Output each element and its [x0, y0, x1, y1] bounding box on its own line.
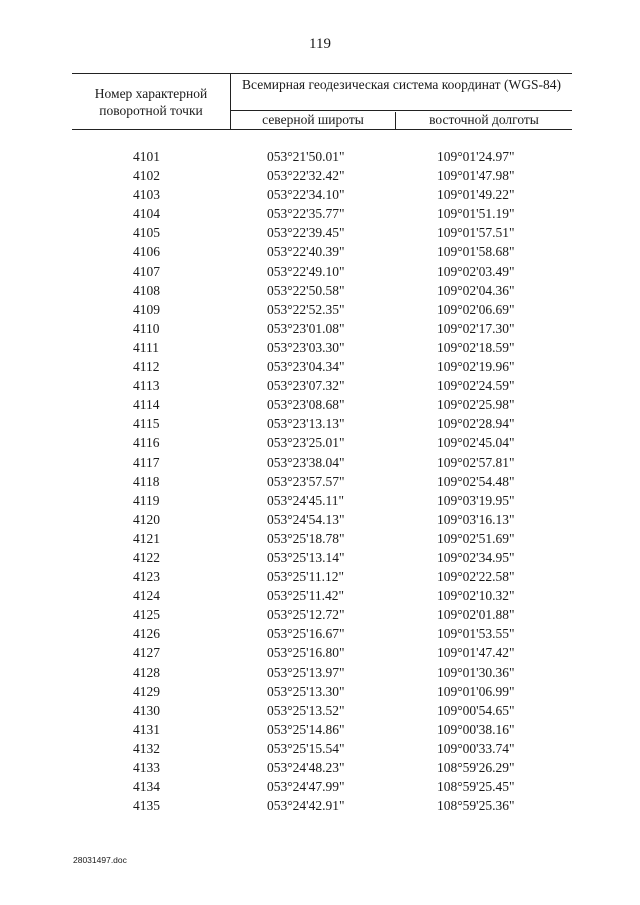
point-number: 4124	[133, 588, 160, 604]
longitude-value: 109°02'17.30"	[437, 320, 515, 336]
longitude-value: 109°02'18.59"	[437, 339, 515, 355]
point-number: 4103	[133, 187, 160, 203]
table-row	[0, 491, 640, 510]
table-row	[0, 242, 640, 261]
header-point-number: Номер характерной поворотной точки	[72, 74, 231, 129]
longitude-value: 109°02'25.98"	[437, 397, 515, 413]
table-row	[0, 567, 640, 586]
table-row	[0, 281, 640, 300]
point-number: 4105	[133, 225, 160, 241]
longitude-value: 109°01'57.51"	[437, 225, 515, 241]
point-number: 4109	[133, 301, 160, 317]
latitude-value: 053°22'40.39"	[267, 244, 345, 260]
point-number: 4115	[133, 416, 160, 432]
longitude-value: 109°01'58.68"	[437, 244, 515, 260]
point-number: 4111	[133, 339, 159, 355]
table-row	[0, 262, 640, 281]
latitude-value: 053°23'03.30"	[267, 339, 345, 355]
longitude-value: 109°02'45.04"	[437, 435, 515, 451]
point-number: 4120	[133, 511, 160, 527]
point-number: 4133	[133, 760, 160, 775]
longitude-value: 109°02'57.81"	[437, 454, 515, 470]
longitude-value: 108°59'26.29"	[437, 760, 515, 775]
table-row	[0, 548, 640, 567]
longitude-value: 108°59'25.45"	[437, 779, 515, 795]
latitude-value: 053°25'11.12"	[267, 569, 344, 585]
point-number: 4131	[133, 721, 160, 737]
point-number: 4127	[133, 645, 160, 661]
point-number: 4122	[133, 549, 160, 565]
point-number: 4108	[133, 282, 160, 298]
point-number: 4118	[133, 473, 160, 489]
longitude-value: 109°02'34.95"	[437, 549, 515, 565]
table-row	[0, 739, 640, 758]
latitude-value: 053°25'16.67"	[267, 626, 345, 642]
latitude-value: 053°24'42.91"	[267, 798, 345, 814]
latitude-value: 053°23'07.32"	[267, 378, 345, 394]
longitude-value: 109°01'30.36"	[437, 664, 515, 680]
header-coordinate-system: Всемирная геодезическая система координат (WGS-84)	[231, 74, 572, 111]
point-number: 4114	[133, 397, 160, 413]
table-row	[0, 453, 640, 472]
table-row	[0, 529, 640, 548]
longitude-value: 108°59'25.36"	[437, 798, 515, 814]
point-number: 4119	[133, 492, 160, 508]
longitude-value: 109°02'54.48"	[437, 473, 515, 489]
longitude-value: 109°02'22.58"	[437, 569, 515, 585]
table-row	[0, 223, 640, 242]
latitude-value: 053°25'13.14"	[267, 549, 345, 565]
point-number: 4101	[133, 149, 160, 164]
latitude-value: 053°25'15.54"	[267, 740, 345, 756]
longitude-value: 109°00'33.74"	[437, 740, 515, 756]
table-row	[0, 720, 640, 739]
latitude-value: 053°23'38.04"	[267, 454, 345, 470]
point-number: 4102	[133, 168, 160, 184]
header-longitude: восточной долготы	[429, 112, 539, 127]
latitude-value: 053°25'14.86"	[267, 721, 345, 737]
latitude-value: 053°22'52.35"	[267, 301, 345, 317]
longitude-value: 109°00'38.16"	[437, 721, 515, 737]
point-number: 4112	[133, 359, 160, 375]
table-row	[0, 300, 640, 319]
longitude-value: 109°01'47.98"	[437, 168, 515, 184]
table-row	[0, 204, 640, 223]
table-row	[0, 663, 640, 682]
latitude-value: 053°25'12.72"	[267, 607, 345, 623]
longitude-value: 109°02'24.59"	[437, 378, 515, 394]
longitude-value: 109°02'28.94"	[437, 416, 515, 432]
point-number: 4128	[133, 664, 160, 680]
table-row	[0, 777, 640, 796]
longitude-value: 109°01'49.22"	[437, 187, 515, 203]
latitude-value: 053°23'57.57"	[267, 473, 345, 489]
table-row	[0, 319, 640, 338]
table-row	[0, 643, 640, 662]
latitude-value: 053°25'18.78"	[267, 530, 345, 546]
latitude-value: 053°23'01.08"	[267, 320, 345, 336]
table-row	[0, 586, 640, 605]
document-filename: 28031497.doc	[73, 855, 127, 865]
longitude-value: 109°02'01.88"	[437, 607, 515, 623]
latitude-value: 053°22'34.10"	[267, 187, 345, 203]
longitude-value: 109°02'04.36"	[437, 282, 515, 298]
latitude-value: 053°24'47.99"	[267, 779, 345, 795]
longitude-value: 109°00'54.65"	[437, 702, 515, 718]
table-row	[0, 338, 640, 357]
longitude-value: 109°01'53.55"	[437, 626, 515, 642]
longitude-value: 109°02'10.32"	[437, 588, 515, 604]
longitude-value: 109°03'19.95"	[437, 492, 515, 508]
longitude-value: 109°01'51.19"	[437, 206, 515, 222]
point-number: 4125	[133, 607, 160, 623]
point-number: 4113	[133, 378, 160, 394]
latitude-value: 053°22'49.10"	[267, 263, 345, 279]
page-number: 119	[309, 36, 331, 52]
latitude-value: 053°22'32.42"	[267, 168, 345, 184]
latitude-value: 053°24'54.13"	[267, 511, 345, 527]
point-number: 4135	[133, 798, 160, 814]
point-number: 4117	[133, 454, 160, 470]
latitude-value: 053°24'48.23"	[267, 760, 345, 775]
point-number: 4123	[133, 569, 160, 585]
longitude-value: 109°02'19.96"	[437, 359, 515, 375]
point-number: 4104	[133, 206, 160, 222]
point-number: 4116	[133, 435, 160, 451]
table-row	[0, 605, 640, 624]
latitude-value: 053°23'13.13"	[267, 416, 345, 432]
point-number: 4132	[133, 740, 160, 756]
header-latitude: северной широты	[231, 112, 396, 129]
table-row	[0, 701, 640, 720]
table-row	[0, 414, 640, 433]
latitude-value: 053°25'13.30"	[267, 683, 345, 699]
longitude-value: 109°01'24.97"	[437, 149, 515, 164]
table-row	[0, 357, 640, 376]
point-number: 4107	[133, 263, 160, 279]
table-row	[0, 147, 640, 166]
table-header	[72, 73, 572, 130]
latitude-value: 053°22'39.45"	[267, 225, 345, 241]
point-number: 4121	[133, 530, 160, 546]
latitude-value: 053°23'25.01"	[267, 435, 345, 451]
table-row	[0, 433, 640, 452]
point-number: 4106	[133, 244, 160, 260]
latitude-value: 053°22'35.77"	[267, 206, 345, 222]
table-row	[0, 376, 640, 395]
point-number: 4134	[133, 779, 160, 795]
latitude-value: 053°25'11.42"	[267, 588, 344, 604]
latitude-value: 053°23'04.34"	[267, 359, 345, 375]
point-number: 4129	[133, 683, 160, 699]
table-row	[0, 624, 640, 643]
table-row	[0, 185, 640, 204]
table-row	[0, 758, 640, 777]
latitude-value: 053°25'13.97"	[267, 664, 345, 680]
table-row	[0, 166, 640, 185]
latitude-value: 053°22'50.58"	[267, 282, 345, 298]
latitude-value: 053°21'50.01"	[267, 149, 345, 164]
coordinates-table-body	[0, 147, 640, 815]
longitude-value: 109°02'06.69"	[437, 301, 515, 317]
point-number: 4110	[133, 320, 160, 336]
table-row	[0, 682, 640, 701]
latitude-value: 053°24'45.11"	[267, 492, 344, 508]
table-row	[0, 510, 640, 529]
latitude-value: 053°25'16.80"	[267, 645, 345, 661]
table-row	[0, 796, 640, 815]
point-number: 4130	[133, 702, 160, 718]
point-number: 4126	[133, 626, 160, 642]
latitude-value: 053°25'13.52"	[267, 702, 345, 718]
latitude-value: 053°23'08.68"	[267, 397, 345, 413]
longitude-value: 109°03'16.13"	[437, 511, 515, 527]
table-row	[0, 395, 640, 414]
longitude-value: 109°01'06.99"	[437, 683, 515, 699]
longitude-value: 109°02'51.69"	[437, 530, 515, 546]
longitude-value: 109°01'47.42"	[437, 645, 515, 661]
table-row	[0, 472, 640, 491]
longitude-value: 109°02'03.49"	[437, 263, 515, 279]
